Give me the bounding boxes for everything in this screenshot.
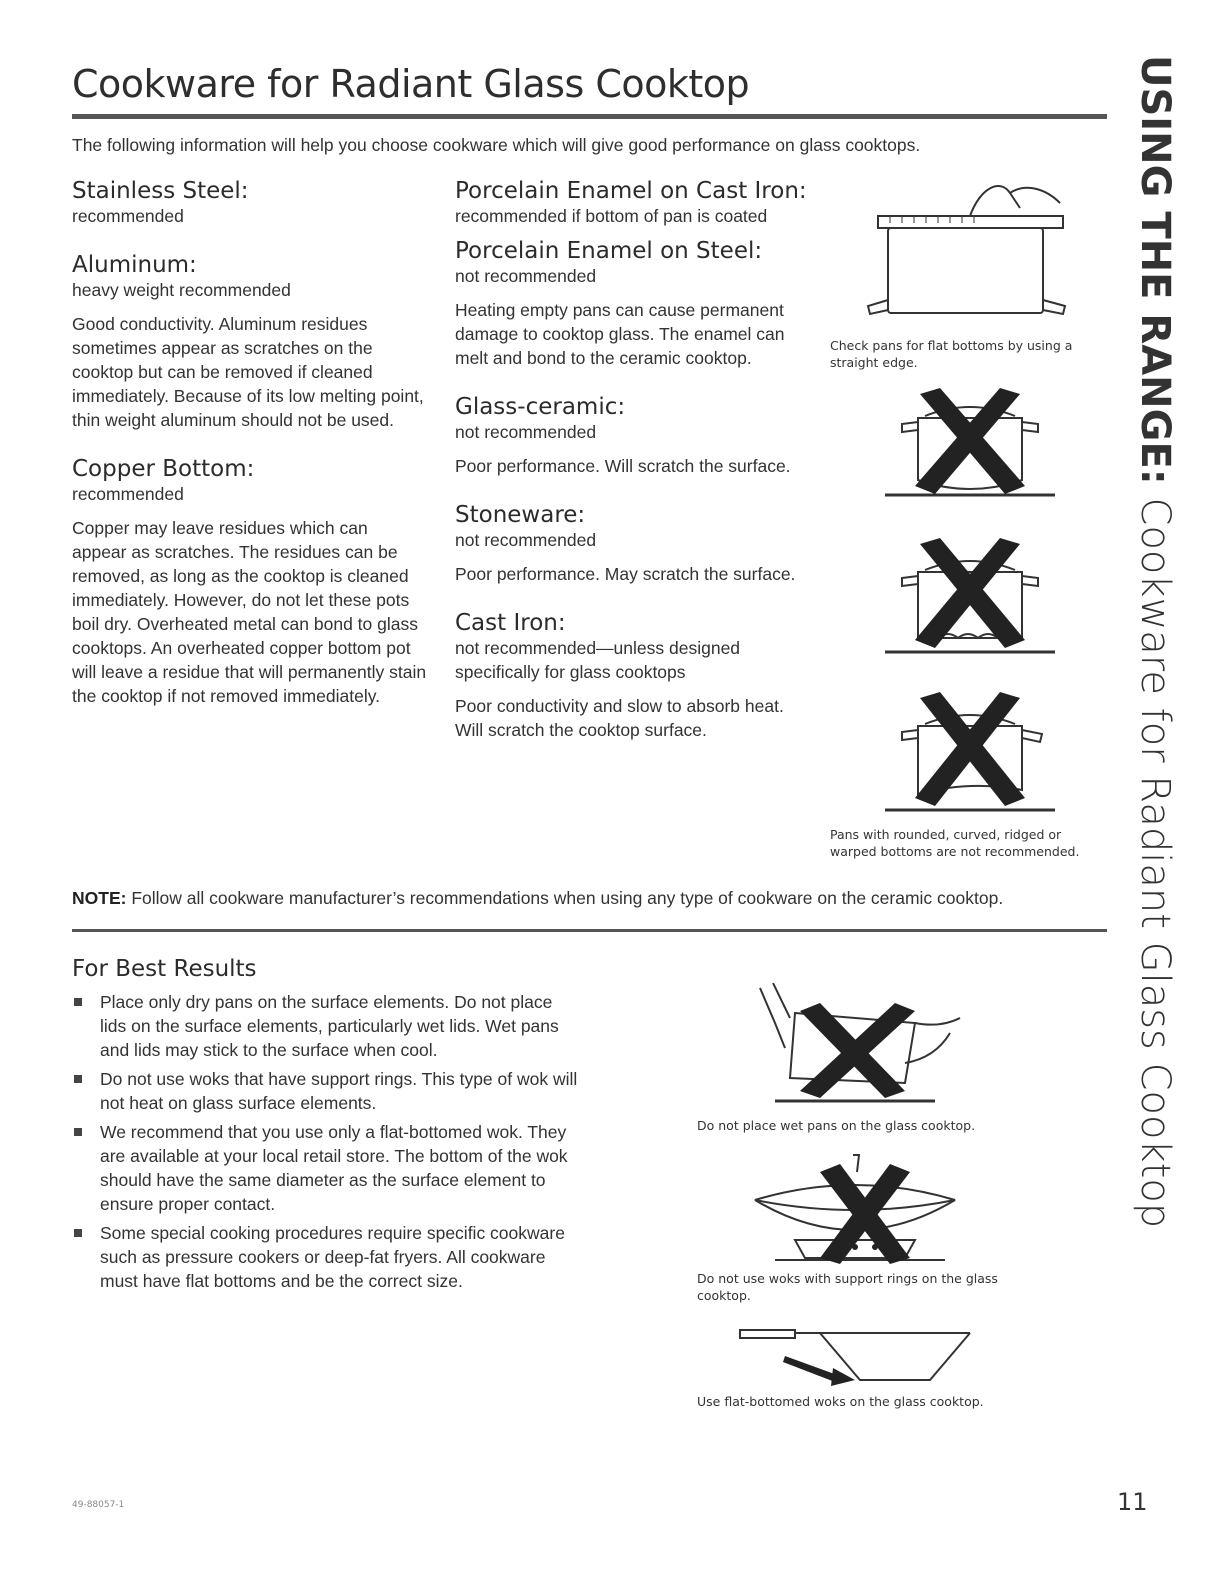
straight-edge-illustration — [860, 168, 1080, 333]
left-column — [72, 178, 427, 718]
section-rule — [72, 929, 1107, 932]
copper-body: Copper may leave residues which can appear as scratches. The residues can be removed, as long as the cooktop is cleaned immediately. However, do not let these pots boil dry. Overheated metal can bond to glass cooktops. An overheated copper bottom pot will leave a residue that will permanently stain the cooktop if not removed immediately. — [72, 518, 427, 706]
intro-text: The following information will help you choose cookware which will give good performance on glass cooktops. — [72, 135, 921, 155]
title-rule — [72, 114, 1107, 119]
stoneware-heading: Stoneware: — [455, 502, 586, 528]
side-section-tab — [1118, 55, 1178, 1229]
porcelain-steel-heading: Porcelain Enamel on Steel: — [455, 238, 763, 264]
best-results-list — [72, 990, 582, 1298]
porcelain-cast-iron-heading: Porcelain Enamel on Cast Iron: — [455, 178, 807, 204]
note-body: Follow all cookware manufacturer’s recommendations when using any type of cookware on the ceramic cooktop. — [126, 888, 1004, 908]
copper-sub: recommended — [72, 484, 184, 504]
flat-wok-illustration — [735, 1318, 975, 1393]
caption-not-recommended: Pans with rounded, curved, ridged or warped bottoms are not recommended. — [830, 827, 1080, 859]
middle-column — [455, 178, 810, 752]
list-item: Do not use woks that have support rings. This type of wok will not heat on glass surface elements. — [72, 1067, 582, 1115]
aluminum-heading: Aluminum: — [72, 252, 197, 278]
list-item: Place only dry pans on the surface elements. Do not place lids on the surface elements, particularly wet lids. Wet pans and lids may stick to the surface when cool. — [72, 990, 582, 1062]
caption-flat-wok: Use flat-bottomed woks on the glass cooktop. — [697, 1394, 984, 1409]
cast-iron-heading: Cast Iron: — [455, 610, 566, 636]
glass-ceramic-heading: Glass-ceramic: — [455, 394, 626, 420]
glass-ceramic-sub: not recommended — [455, 422, 597, 442]
glass-ceramic-body: Poor performance. Will scratch the surface. — [455, 456, 791, 476]
stainless-sub: recommended — [72, 206, 184, 226]
bullet-icon — [74, 1075, 82, 1083]
cast-iron-sub: not recommended—unless designed specifically for glass cooktops — [455, 638, 741, 682]
bullet-icon — [74, 1128, 82, 1136]
side-tab-strong: USING THE RANGE: — [1132, 55, 1178, 485]
wet-pan-crossed-illustration — [755, 983, 970, 1103]
side-tab-light: Cookware for Radiant Glass Cooktop — [1132, 484, 1178, 1229]
porcelain-cast-iron-sub: recommended if bottom of pan is coated — [455, 206, 768, 226]
note-text — [72, 888, 1003, 909]
page-number: 11 — [1117, 1488, 1148, 1516]
stoneware-body: Poor performance. May scratch the surface. — [455, 564, 796, 584]
ridged-pan-crossed-illustration — [880, 538, 1060, 656]
list-item: Some special cooking procedures require specific cookware such as pressure cookers or deep-fat fryers. All cookware must have flat bottoms and be the correct size. — [72, 1221, 582, 1293]
bullet-icon — [74, 1229, 82, 1237]
page-title: Cookware for Radiant Glass Cooktop — [72, 62, 750, 106]
caption-flat-check: Check pans for flat bottoms by using a straight edge. — [830, 338, 1073, 370]
caption-wet-pans: Do not place wet pans on the glass cooktop. — [697, 1118, 976, 1133]
aluminum-body: Good conductivity. Aluminum residues sometimes appear as scratches on the cooktop but can be removed if cleaned immediately. Because of its low melting point, thin weight aluminum should not be used. — [72, 314, 424, 430]
note-label: NOTE: — [72, 888, 127, 908]
stainless-heading: Stainless Steel: — [72, 178, 249, 204]
bullet-icon — [74, 998, 82, 1006]
warped-pan-crossed-illustration — [880, 690, 1060, 815]
caption-wok-rings: Do not use woks with support rings on the glass cooktop. — [697, 1271, 998, 1303]
aluminum-sub: heavy weight recommended — [72, 280, 291, 300]
porcelain-steel-body: Heating empty pans can cause permanent damage to cooktop glass. The enamel can melt and bond to the ceramic cooktop. — [455, 300, 785, 368]
rounded-pan-crossed-illustration — [880, 388, 1060, 503]
best-results-heading: For Best Results — [72, 956, 257, 982]
document-number: 49-88057-1 — [72, 1500, 125, 1510]
porcelain-steel-sub: not recommended — [455, 266, 597, 286]
cast-iron-body: Poor conductivity and slow to absorb heat. Will scratch the cooktop surface. — [455, 696, 784, 740]
copper-heading: Copper Bottom: — [72, 456, 255, 482]
wok-support-ring-crossed-illustration — [735, 1150, 975, 1265]
list-item: We recommend that you use only a flat-bottomed wok. They are available at your local retail store. The bottom of the wok should have the same diameter as the surface element to ensure proper contact. — [72, 1120, 582, 1216]
stoneware-sub: not recommended — [455, 530, 597, 550]
